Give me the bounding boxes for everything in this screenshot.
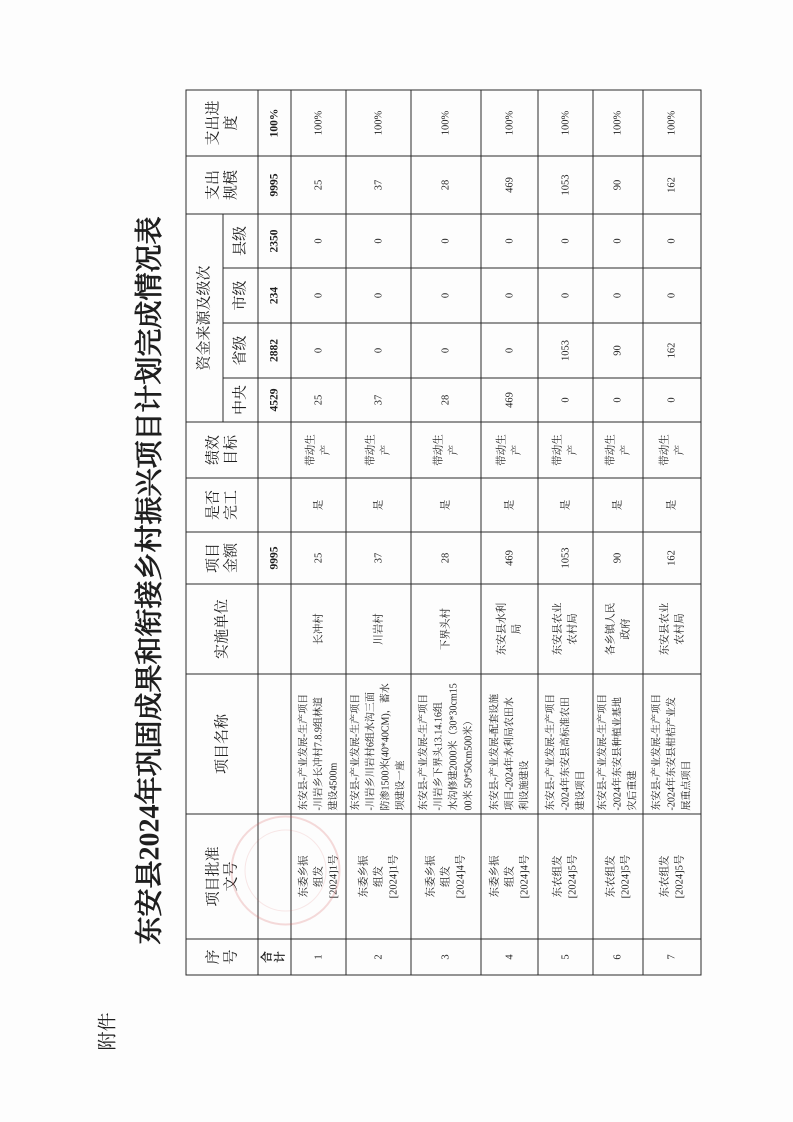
project-name-line: 东安县-产业发展-生产项目	[544, 693, 556, 810]
progress-cell: 100%	[291, 89, 346, 155]
seq-cell: 4	[481, 939, 538, 975]
table-row	[291, 89, 346, 974]
approval-doc-cell	[291, 814, 346, 939]
amount-cell: 469	[481, 532, 538, 584]
completed-cell: 是	[291, 478, 346, 532]
header-provincial-line: 省级	[232, 335, 248, 366]
central-cell: 25	[291, 378, 346, 422]
project-name-line: 00米 50*50cm500米）	[462, 715, 474, 810]
project-name-line: 东安县-产业发展-生产项目	[350, 693, 361, 810]
project-name-line: 防渗1500米(40*40CM)，蓄水	[380, 682, 391, 810]
project-name-line: 东安县-产业发展-生产项目	[651, 693, 662, 810]
header-row-main	[186, 89, 223, 974]
document-title: 东安县2024年巩固成果和衔接乡村振兴项目计划完成情况表	[134, 216, 165, 945]
implementer-line: 局	[511, 623, 522, 634]
header-implementer-line: 实施单位	[213, 598, 230, 659]
approval-doc-cell	[643, 814, 701, 939]
header-progress-line: 支出进	[204, 99, 221, 145]
table-row	[346, 89, 411, 974]
performance-line: 带动生	[604, 433, 616, 466]
total-progress-cell: 100%	[258, 89, 291, 155]
implementer-line: 农村局	[673, 612, 685, 645]
attachment-label: 附件	[97, 1011, 118, 1050]
seq-cell: 1	[291, 939, 346, 975]
header-performance-line: 目标	[222, 434, 239, 465]
municipal-cell: 0	[593, 268, 643, 323]
performance-line: 带动生	[432, 433, 444, 466]
header-expenditure-line: 支出	[204, 169, 221, 200]
amount-cell: 28	[411, 532, 481, 584]
seq-cell: 7	[643, 939, 701, 975]
total-project-name-cell	[258, 674, 291, 814]
total-seq-line: 计	[274, 950, 286, 963]
provincial-cell: 0	[291, 323, 346, 378]
header-amount-line: 项目	[204, 542, 221, 573]
county-cell: 0	[481, 213, 538, 267]
provincial-cell: 0	[411, 323, 481, 378]
header-county-line: 县级	[232, 225, 248, 256]
header-approval-doc	[186, 814, 258, 939]
header-provincial	[223, 323, 258, 378]
completed-cell: 是	[538, 478, 593, 532]
project-name-line: 展重点项目	[681, 760, 692, 810]
performance-cell	[346, 422, 411, 478]
seq-cell: 2	[346, 939, 411, 975]
central-cell: 469	[481, 378, 538, 422]
project-name-line: 灾后重建	[627, 770, 638, 810]
performance-line: 产	[511, 444, 522, 455]
implementer-cell	[481, 584, 538, 674]
project-name-line: 东安县-产业发展-生产项目	[297, 693, 309, 810]
approval-doc-line: 东农组发	[658, 855, 670, 897]
total-approval-doc-cell	[258, 814, 291, 939]
total-seq-cell	[258, 939, 291, 975]
progress-cell: 100%	[481, 89, 538, 155]
project-name-line: 东安县-产业发展-配套设施	[488, 693, 500, 810]
performance-cell	[411, 422, 481, 478]
project-name-line: 水沟修建2000米（30*30cm15	[447, 682, 459, 810]
performance-line: 带动生	[496, 433, 507, 466]
table-row	[643, 89, 701, 974]
performance-line: 产	[320, 444, 331, 455]
header-approval-doc-line: 项目批准	[204, 846, 221, 907]
header-implementer	[186, 584, 258, 674]
implementer-line: 农村局	[567, 612, 578, 645]
approval-doc-line: 组发	[312, 865, 324, 887]
expenditure-cell: 162	[643, 155, 701, 213]
provincial-cell: 90	[593, 323, 643, 378]
expenditure-cell: 90	[593, 155, 643, 213]
header-municipal	[223, 268, 258, 323]
header-progress	[186, 89, 258, 155]
completed-cell: 是	[593, 478, 643, 532]
approval-doc-line: 组发	[440, 865, 451, 887]
implementer-cell	[643, 584, 701, 674]
central-cell: 37	[346, 378, 411, 422]
project-name-line: -2024年东安县高标准农田	[559, 696, 571, 810]
performance-cell	[643, 422, 701, 478]
completed-cell: 是	[411, 478, 481, 532]
expenditure-cell: 37	[346, 155, 411, 213]
header-central	[223, 378, 258, 422]
progress-cell: 100%	[346, 89, 411, 155]
progress-cell: 100%	[593, 89, 643, 155]
approval-doc-line: [2024]1号	[327, 854, 339, 898]
project-name-line: 建设4500m	[327, 762, 339, 810]
header-amount-line: 金额	[222, 542, 239, 573]
performance-line: 带动生	[365, 433, 376, 466]
central-cell: 28	[411, 378, 481, 422]
amount-cell: 25	[291, 532, 346, 584]
approval-doc-line: [2024]4号	[455, 854, 466, 898]
project-name-line: 利设施建设	[518, 760, 530, 810]
expenditure-cell: 1053	[538, 155, 593, 213]
amount-cell: 162	[643, 532, 701, 584]
provincial-cell: 162	[643, 323, 701, 378]
completed-cell: 是	[346, 478, 411, 532]
table-row	[411, 89, 481, 974]
municipal-cell: 0	[538, 268, 593, 323]
total-county-cell: 2350	[258, 213, 291, 267]
approval-doc-cell	[538, 814, 593, 939]
project-name-cell	[643, 674, 701, 814]
municipal-cell: 0	[291, 268, 346, 323]
implementer-line: 东安县农业	[658, 602, 670, 655]
provincial-cell: 1053	[538, 323, 593, 378]
project-name-cell	[593, 674, 643, 814]
performance-line: 产	[380, 444, 391, 455]
table-body	[258, 89, 701, 974]
performance-line: 产	[673, 444, 685, 455]
project-completion-table	[185, 89, 701, 975]
approval-doc-line: 东农组发	[552, 855, 563, 897]
approval-doc-cell	[411, 814, 481, 939]
total-row	[258, 89, 291, 974]
approval-doc-line: 东委乡振	[488, 855, 500, 897]
progress-cell: 100%	[643, 89, 701, 155]
approval-doc-cell	[481, 814, 538, 939]
header-progress-line: 度	[222, 114, 239, 130]
project-name-line: -2024年东安县种植业基地	[612, 696, 623, 810]
header-funding-source	[186, 213, 223, 421]
implementer-cell	[593, 584, 643, 674]
approval-doc-line: [2024]4号	[518, 854, 530, 898]
total-central-cell: 4529	[258, 378, 291, 422]
county-cell: 0	[346, 213, 411, 267]
project-name-line: 坝建设一座	[395, 760, 406, 810]
performance-cell	[538, 422, 593, 478]
performance-cell	[593, 422, 643, 478]
expenditure-cell: 469	[481, 155, 538, 213]
header-funding-source-line: 资金来源及级次	[196, 264, 212, 370]
approval-doc-line: 东委乡振	[297, 855, 309, 897]
project-name-cell	[411, 674, 481, 814]
implementer-line: 各乡镇人民	[604, 602, 616, 655]
total-seq-line: 合	[261, 950, 273, 963]
seq-cell: 3	[411, 939, 481, 975]
expenditure-cell: 28	[411, 155, 481, 213]
header-seq-line: 序	[204, 949, 221, 965]
municipal-cell: 0	[643, 268, 701, 323]
approval-doc-line: [2024]1号	[387, 854, 399, 898]
implementer-cell	[538, 584, 593, 674]
implementer-line: 川岩村	[372, 612, 384, 645]
project-name-line: -2024年东安县柑桔产业发	[666, 696, 677, 810]
total-amount-cell: 9995	[258, 532, 291, 584]
project-name-line: 项目-2024年水利局农田水	[503, 696, 515, 810]
header-completed-line: 是否	[204, 489, 221, 520]
performance-line: 带动生	[552, 433, 563, 466]
performance-cell	[481, 422, 538, 478]
approval-doc-line: [2024]5号	[619, 854, 631, 898]
project-name-line: 东安县-产业发展-生产项目	[597, 693, 608, 810]
header-completed	[186, 478, 258, 532]
county-cell: 0	[538, 213, 593, 267]
central-cell: 0	[538, 378, 593, 422]
central-cell: 0	[643, 378, 701, 422]
project-name-cell	[291, 674, 346, 814]
total-completed-cell	[258, 478, 291, 532]
header-completed-line: 完工	[222, 489, 239, 520]
implementer-line: 长冲村	[312, 612, 324, 645]
implementer-line: 东安县水利	[496, 602, 507, 655]
project-name-cell	[481, 674, 538, 814]
implementer-cell	[411, 584, 481, 674]
implementer-line: 东安县农业	[552, 602, 563, 655]
header-municipal-line: 市级	[232, 280, 248, 311]
performance-line: 产	[567, 444, 578, 455]
project-name-line: -川岩乡下界头13.14.16组	[432, 701, 444, 810]
provincial-cell: 0	[481, 323, 538, 378]
total-provincial-cell: 2882	[258, 323, 291, 378]
header-amount	[186, 532, 258, 584]
project-name-line: 东安县-产业发展-生产项目	[417, 693, 429, 810]
municipal-cell: 0	[411, 268, 481, 323]
progress-cell: 100%	[538, 89, 593, 155]
project-name-cell	[538, 674, 593, 814]
header-central-line: 中央	[232, 384, 248, 415]
table-row	[481, 89, 538, 974]
header-seq	[186, 939, 258, 975]
approval-doc-line: 东农组发	[604, 855, 616, 897]
implementer-line: 政府	[619, 618, 631, 639]
header-county	[223, 213, 258, 267]
county-cell: 0	[291, 213, 346, 267]
performance-line: 带动生	[305, 433, 316, 466]
table-row	[593, 89, 643, 974]
approval-doc-line: 组发	[372, 865, 384, 887]
implementer-line: 下界头村	[440, 607, 451, 650]
implementer-cell	[346, 584, 411, 674]
header-seq-line: 号	[222, 949, 239, 965]
county-cell: 0	[643, 213, 701, 267]
approval-doc-cell	[593, 814, 643, 939]
approval-doc-cell	[346, 814, 411, 939]
central-cell: 0	[593, 378, 643, 422]
approval-doc-line: 东委乡振	[357, 855, 369, 897]
amount-cell: 1053	[538, 532, 593, 584]
approval-doc-line: 组发	[503, 865, 515, 887]
project-name-line: 建设项目	[574, 770, 586, 810]
total-performance-cell	[258, 422, 291, 478]
approval-doc-line: 东委乡振	[425, 855, 436, 897]
completed-cell: 是	[481, 478, 538, 532]
expenditure-cell: 25	[291, 155, 346, 213]
seq-cell: 6	[593, 939, 643, 975]
project-name-line: -川岩乡长冲村7.8.9组林道	[312, 696, 324, 810]
header-expenditure	[186, 155, 258, 213]
municipal-cell: 0	[481, 268, 538, 323]
approval-doc-line: [2024]5号	[673, 854, 685, 898]
approval-doc-line: [2024]5号	[567, 854, 578, 898]
amount-cell: 90	[593, 532, 643, 584]
performance-line: 产	[447, 444, 459, 455]
total-municipal-cell: 234	[258, 268, 291, 323]
provincial-cell: 0	[346, 323, 411, 378]
implementer-cell	[291, 584, 346, 674]
header-performance-line: 绩效	[204, 434, 221, 465]
completed-cell: 是	[643, 478, 701, 532]
performance-line: 带动生	[658, 433, 670, 466]
header-performance	[186, 422, 258, 478]
project-name-cell	[346, 674, 411, 814]
table-header	[186, 89, 258, 974]
municipal-cell: 0	[346, 268, 411, 323]
header-project-name-line: 项目名称	[213, 713, 230, 774]
performance-cell	[291, 422, 346, 478]
seq-cell: 5	[538, 939, 593, 975]
county-cell: 0	[593, 213, 643, 267]
amount-cell: 37	[346, 532, 411, 584]
total-expenditure-cell: 9995	[258, 155, 291, 213]
progress-cell: 100%	[411, 89, 481, 155]
county-cell: 0	[411, 213, 481, 267]
performance-line: 产	[619, 444, 631, 455]
table-row	[538, 89, 593, 974]
total-implementer-cell	[258, 584, 291, 674]
project-name-line: -川岩乡川岩村6组水沟三面	[365, 691, 376, 810]
header-project-name	[186, 674, 258, 814]
header-expenditure-line: 规模	[222, 169, 239, 200]
header-approval-doc-line: 文号	[222, 861, 239, 892]
